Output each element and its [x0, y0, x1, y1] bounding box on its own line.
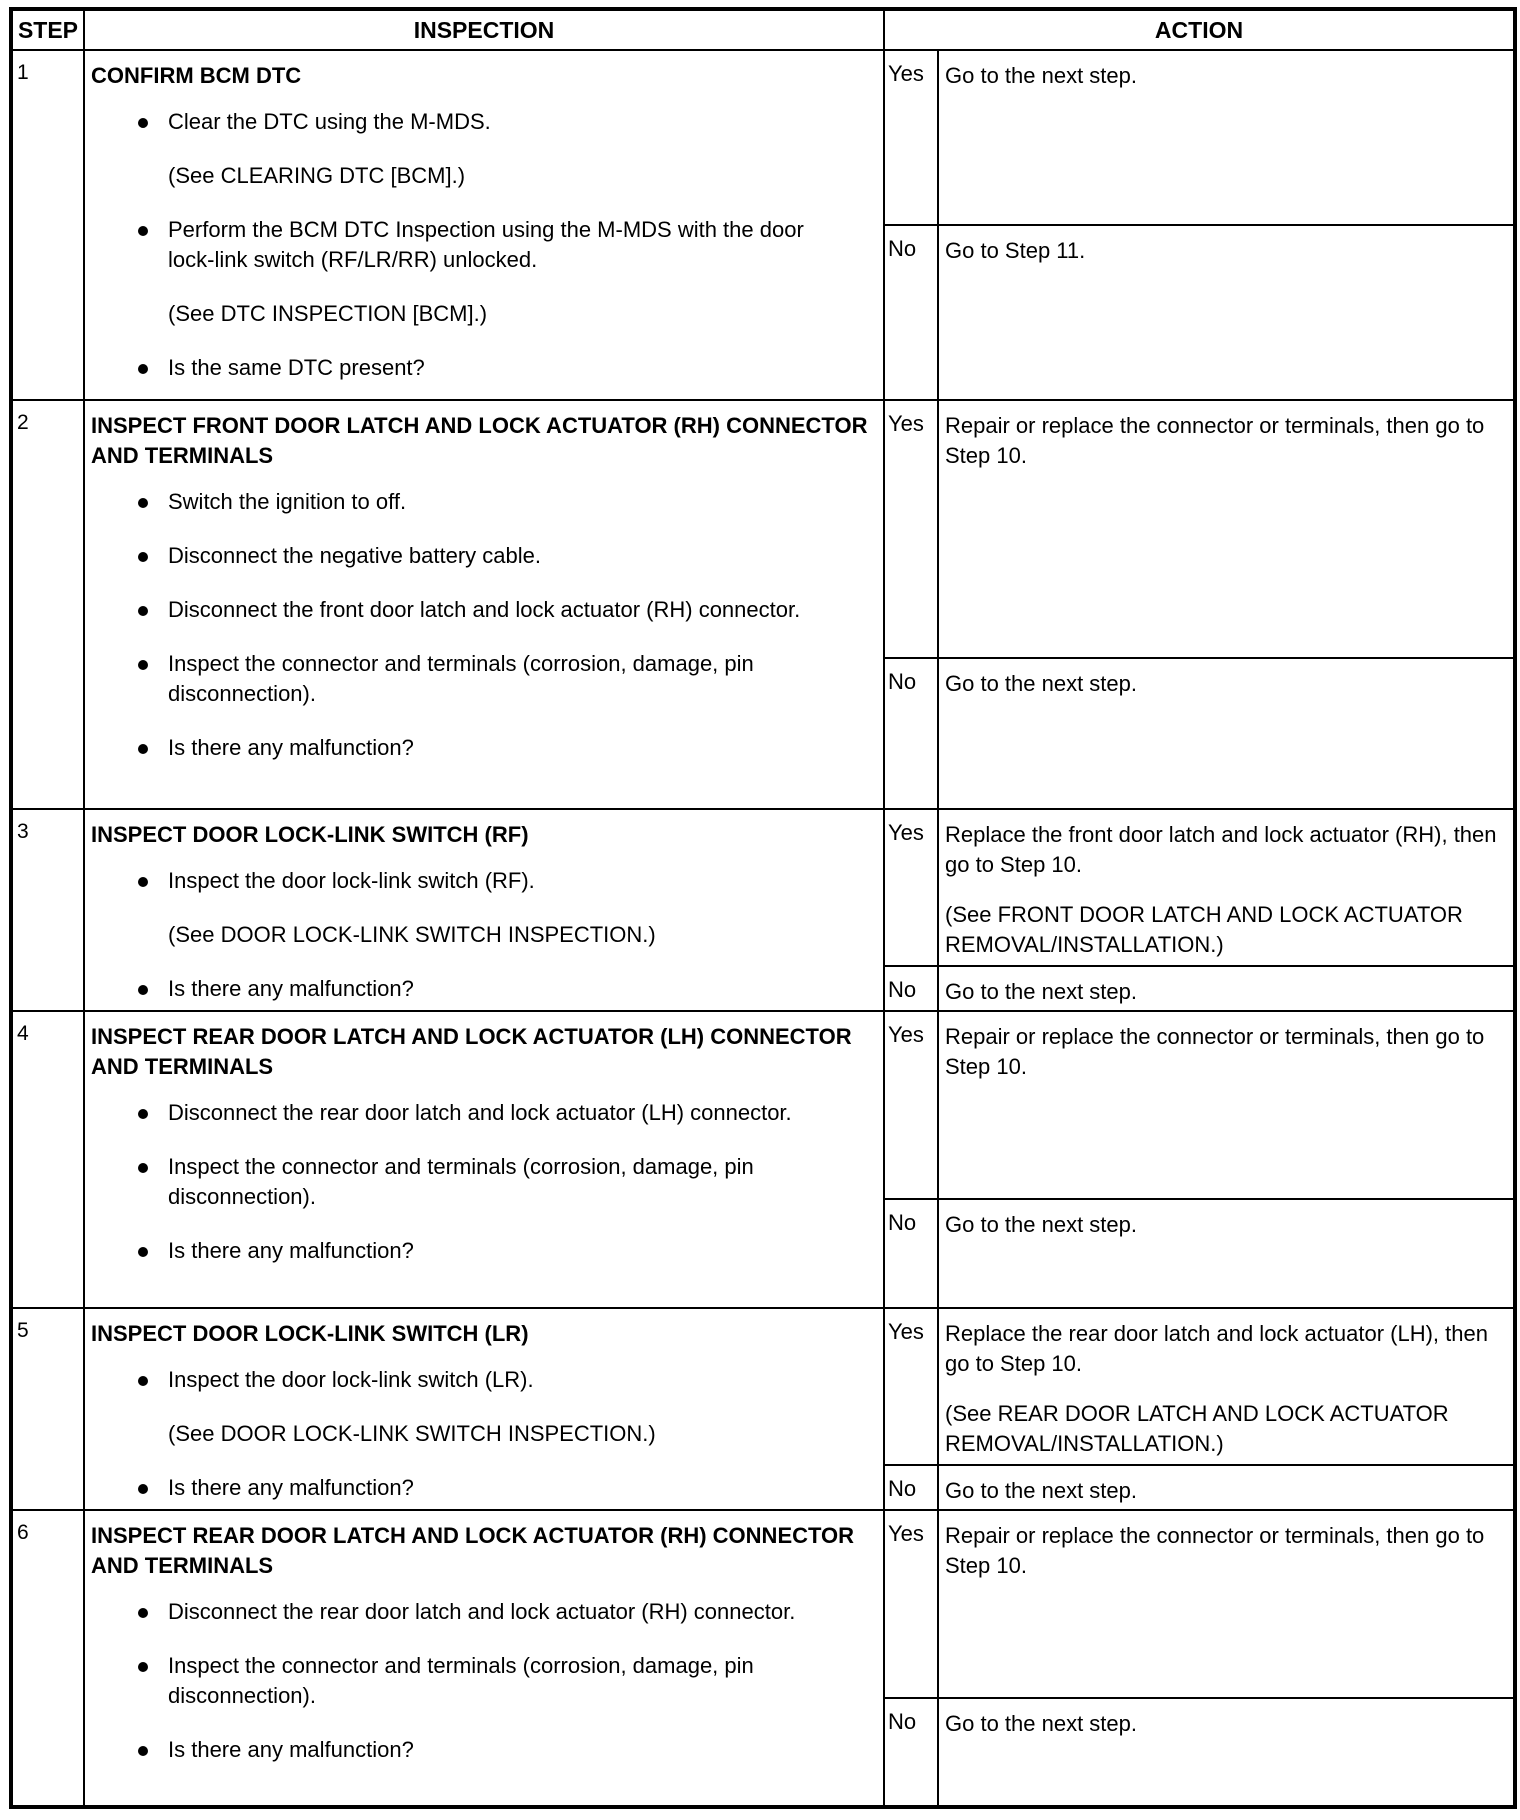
- bullet-text: Inspect the connector and terminals (corrosion, damage, pin disconnection).: [168, 1653, 754, 1708]
- bullet-icon: [138, 877, 148, 887]
- bullet-icon: [138, 1376, 148, 1386]
- bullet-text: Inspect the connector and terminals (corrosion, damage, pin disconnection).: [168, 1154, 754, 1209]
- bullet-item: [91, 866, 877, 896]
- yes-action: [938, 809, 1515, 966]
- step-number: 1: [11, 50, 84, 400]
- action-text: Repair or replace the connector or terminals, then go to Step 10.: [945, 1024, 1485, 1079]
- bullet-item: [91, 353, 877, 383]
- bullet-item: [91, 733, 877, 763]
- inspection-title: INSPECT DOOR LOCK-LINK SWITCH (RF): [91, 822, 529, 847]
- bullet-item: [91, 487, 877, 517]
- bullet-item: [91, 1597, 877, 1627]
- no-action: [938, 658, 1515, 809]
- bullet-text: Disconnect the negative battery cable.: [168, 543, 542, 568]
- bullet-item: [91, 107, 877, 137]
- step-row: [11, 50, 1515, 225]
- yes-label: Yes: [884, 400, 938, 658]
- step-number: 4: [11, 1011, 84, 1308]
- yes-label: Yes: [884, 809, 938, 966]
- bullet-icon: [138, 552, 148, 562]
- bullet-item: [91, 649, 877, 709]
- step-number: 2: [11, 400, 84, 809]
- yes-label: Yes: [884, 50, 938, 225]
- step-row: [11, 1308, 1515, 1465]
- yes-action: [938, 1011, 1515, 1199]
- reference-note: (See CLEARING DTC [BCM].): [168, 163, 466, 188]
- action-text: Go to the next step.: [945, 1477, 1138, 1503]
- no-label: No: [884, 225, 938, 400]
- bullet-text: Perform the BCM DTC Inspection using the M-MDS with the door lock-link switch (RF/LR/RR) unlocked.: [168, 217, 804, 272]
- header-step: STEP: [11, 9, 84, 50]
- bullet-item: [91, 595, 877, 625]
- inspection-title: INSPECT REAR DOOR LATCH AND LOCK ACTUATOR (LH) CONNECTOR AND TERMINALS: [91, 1024, 852, 1079]
- no-action: [938, 225, 1515, 400]
- bullet-icon: [138, 1484, 148, 1494]
- bullet-icon: [138, 1109, 148, 1119]
- diagnostic-table: [9, 7, 1517, 1809]
- bullet-item: [91, 1365, 877, 1395]
- step-row: [11, 809, 1515, 966]
- reference-note: (See DOOR LOCK-LINK SWITCH INSPECTION.): [168, 1421, 656, 1446]
- bullet-icon: [138, 985, 148, 995]
- bullet-item: [91, 541, 877, 571]
- no-action: [938, 966, 1515, 1011]
- action-text: Go to the next step.: [945, 978, 1138, 1004]
- action-text: (See REAR DOOR LATCH AND LOCK ACTUATOR REMOVAL/INSTALLATION.): [945, 1401, 1449, 1456]
- yes-action: [938, 400, 1515, 658]
- inspection-cell: [84, 809, 884, 1011]
- table-header-row: [11, 9, 1515, 50]
- action-text: Go to the next step.: [945, 1711, 1138, 1736]
- action-text: Repair or replace the connector or terminals, then go to Step 10.: [945, 1523, 1485, 1578]
- bullet-item: [91, 1236, 877, 1266]
- action-text: Replace the front door latch and lock actuator (RH), then go to Step 10.: [945, 822, 1497, 877]
- bullet-item: [91, 1473, 877, 1503]
- no-label: No: [884, 658, 938, 809]
- inspection-title: INSPECT FRONT DOOR LATCH AND LOCK ACTUATOR (RH) CONNECTOR AND TERMINALS: [91, 413, 868, 468]
- bullet-text: Disconnect the front door latch and lock actuator (RH) connector.: [168, 597, 801, 622]
- bullet-icon: [138, 118, 148, 128]
- bullet-item: [91, 1098, 877, 1128]
- bullet-text: Inspect the connector and terminals (corrosion, damage, pin disconnection).: [168, 651, 754, 706]
- action-text: Go to the next step.: [945, 671, 1138, 696]
- action-text: Repair or replace the connector or terminals, then go to Step 10.: [945, 413, 1485, 468]
- bullet-icon: [138, 1746, 148, 1756]
- action-text: (See FRONT DOOR LATCH AND LOCK ACTUATOR REMOVAL/INSTALLATION.): [945, 902, 1463, 957]
- header-action: ACTION: [884, 9, 1515, 50]
- bullet-item: [91, 1152, 877, 1212]
- reference-note: (See DTC INSPECTION [BCM].): [168, 301, 488, 326]
- bullet-item: [91, 974, 877, 1004]
- inspection-title: CONFIRM BCM DTC: [91, 63, 302, 88]
- bullet-text: Inspect the door lock-link switch (RF).: [168, 868, 535, 893]
- bullet-item: [91, 1651, 877, 1711]
- bullet-item: [91, 1735, 877, 1765]
- step-number: 3: [11, 809, 84, 1011]
- bullet-icon: [138, 744, 148, 754]
- no-action: [938, 1698, 1515, 1807]
- yes-label: Yes: [884, 1308, 938, 1465]
- no-label: No: [884, 1698, 938, 1807]
- inspection-title: INSPECT DOOR LOCK-LINK SWITCH (LR): [91, 1321, 529, 1346]
- bullet-text: Is there any malfunction?: [168, 735, 414, 760]
- bullet-icon: [138, 1247, 148, 1257]
- bullet-text: Clear the DTC using the M-MDS.: [168, 109, 491, 134]
- bullet-text: Inspect the door lock-link switch (LR).: [168, 1367, 534, 1392]
- bullet-text: Switch the ignition to off.: [168, 489, 407, 514]
- inspection-cell: [84, 400, 884, 809]
- yes-action: [938, 1308, 1515, 1465]
- bullet-text: Disconnect the rear door latch and lock actuator (RH) connector.: [168, 1599, 796, 1624]
- no-action: [938, 1199, 1515, 1308]
- inspection-cell: [84, 1510, 884, 1807]
- header-inspection: INSPECTION: [84, 9, 884, 50]
- inspection-cell: [84, 1011, 884, 1308]
- no-label: No: [884, 966, 938, 1011]
- bullet-item: [91, 215, 877, 275]
- bullet-icon: [138, 660, 148, 670]
- no-label: No: [884, 1465, 938, 1510]
- inspection-cell: [84, 50, 884, 400]
- no-action: [938, 1465, 1515, 1510]
- action-text: Replace the rear door latch and lock actuator (LH), then go to Step 10.: [945, 1321, 1488, 1376]
- step-row: [11, 1510, 1515, 1698]
- no-label: No: [884, 1199, 938, 1308]
- bullet-icon: [138, 364, 148, 374]
- bullet-icon: [138, 1608, 148, 1618]
- inspection-title: INSPECT REAR DOOR LATCH AND LOCK ACTUATOR (RH) CONNECTOR AND TERMINALS: [91, 1523, 855, 1578]
- bullet-text: Is there any malfunction?: [168, 1475, 414, 1500]
- step-number: 6: [11, 1510, 84, 1807]
- step-row: [11, 1011, 1515, 1199]
- bullet-icon: [138, 498, 148, 508]
- step-row: [11, 400, 1515, 658]
- inspection-cell: [84, 1308, 884, 1510]
- action-text: Go to the next step.: [945, 1212, 1138, 1237]
- step-number: 5: [11, 1308, 84, 1510]
- bullet-icon: [138, 1662, 148, 1672]
- yes-action: [938, 50, 1515, 225]
- yes-action: [938, 1510, 1515, 1698]
- bullet-icon: [138, 226, 148, 236]
- bullet-text: Disconnect the rear door latch and lock actuator (LH) connector.: [168, 1100, 792, 1125]
- reference-note: (See DOOR LOCK-LINK SWITCH INSPECTION.): [168, 922, 656, 947]
- bullet-text: Is there any malfunction?: [168, 1737, 414, 1762]
- yes-label: Yes: [884, 1510, 938, 1698]
- bullet-icon: [138, 1163, 148, 1173]
- table-body: [11, 50, 1515, 1807]
- action-text: Go to the next step.: [945, 63, 1138, 88]
- bullet-text: Is there any malfunction?: [168, 976, 414, 1001]
- bullet-text: Is the same DTC present?: [168, 355, 425, 380]
- action-text: Go to Step 11.: [945, 238, 1086, 263]
- yes-label: Yes: [884, 1011, 938, 1199]
- bullet-text: Is there any malfunction?: [168, 1238, 414, 1263]
- bullet-icon: [138, 606, 148, 616]
